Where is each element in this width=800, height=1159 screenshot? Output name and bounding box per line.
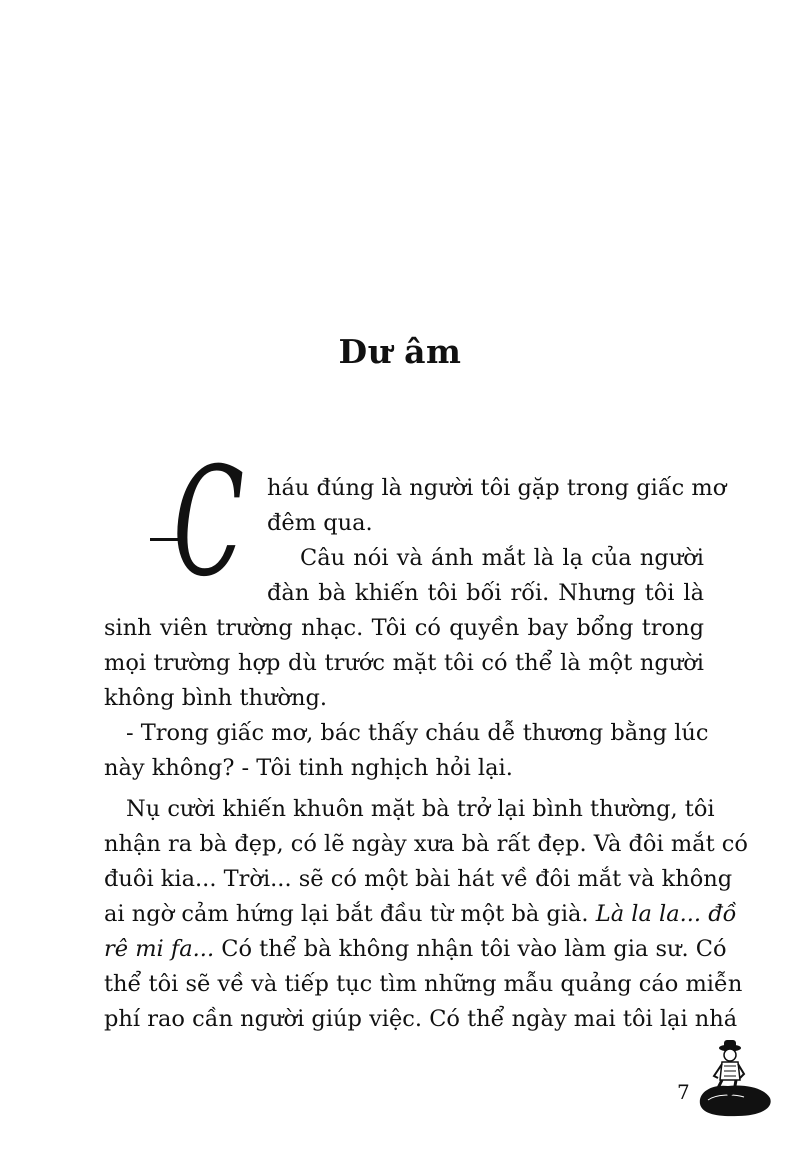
text-line: mọi trường hợp dù trước mặt tôi có thể là một người — [104, 650, 704, 676]
text-line: phí rao cần người giúp việc. Có thể ngày mai tôi lại nhá — [104, 1006, 738, 1032]
text-line: không bình thường. — [104, 685, 328, 711]
boy-sitting-on-rock-illustration — [694, 1034, 774, 1118]
text-segment: Có thể bà không nhận tôi vào làm gia sư. Có — [214, 936, 727, 962]
body-text-paragraph — [104, 792, 748, 1037]
text-line: Nụ cười khiến khuôn mặt bà trở lại bình thường, tôi — [126, 796, 715, 822]
italic-lyrics: rê mi fa... — [104, 936, 215, 962]
text-line: này không? - Tôi tinh nghịch hỏi lại. — [104, 755, 513, 781]
text-line: đuôi kia... Trời... sẽ có một bài hát về đôi mắt và không — [104, 866, 733, 892]
italic-lyrics: Là la la... đồ — [595, 901, 737, 927]
text-line — [104, 932, 727, 967]
body-text-dialogue — [104, 716, 709, 786]
text-line: thể tôi sẽ về và tiếp tục tìm những mẫu quảng cáo miễn — [104, 971, 743, 997]
chapter-title: Dư âm — [338, 332, 462, 371]
text-line: Câu nói và ánh mắt là lạ của người — [300, 545, 704, 571]
text-segment: ai ngờ cảm hứng lại bắt đầu từ một bà già. — [104, 901, 596, 927]
page-number: 7 — [677, 1080, 690, 1104]
text-line: - Trong giấc mơ, bác thấy cháu dễ thương bằng lúc — [126, 720, 709, 746]
text-line: sinh viên trường nhạc. Tôi có quyền bay bổng trong — [104, 615, 704, 641]
drop-cap: C — [173, 436, 245, 610]
text-line: đàn bà khiến tôi bối rối. Nhưng tôi là — [267, 580, 704, 606]
text-line: nhận ra bà đẹp, có lẽ ngày xưa bà rất đẹp. Và đôi mắt có — [104, 831, 748, 857]
text-line — [104, 897, 737, 932]
text-line: háu đúng là người tôi gặp trong giấc mơ — [267, 475, 727, 501]
body-text-opening — [104, 471, 727, 716]
text-line: đêm qua. — [267, 510, 373, 536]
